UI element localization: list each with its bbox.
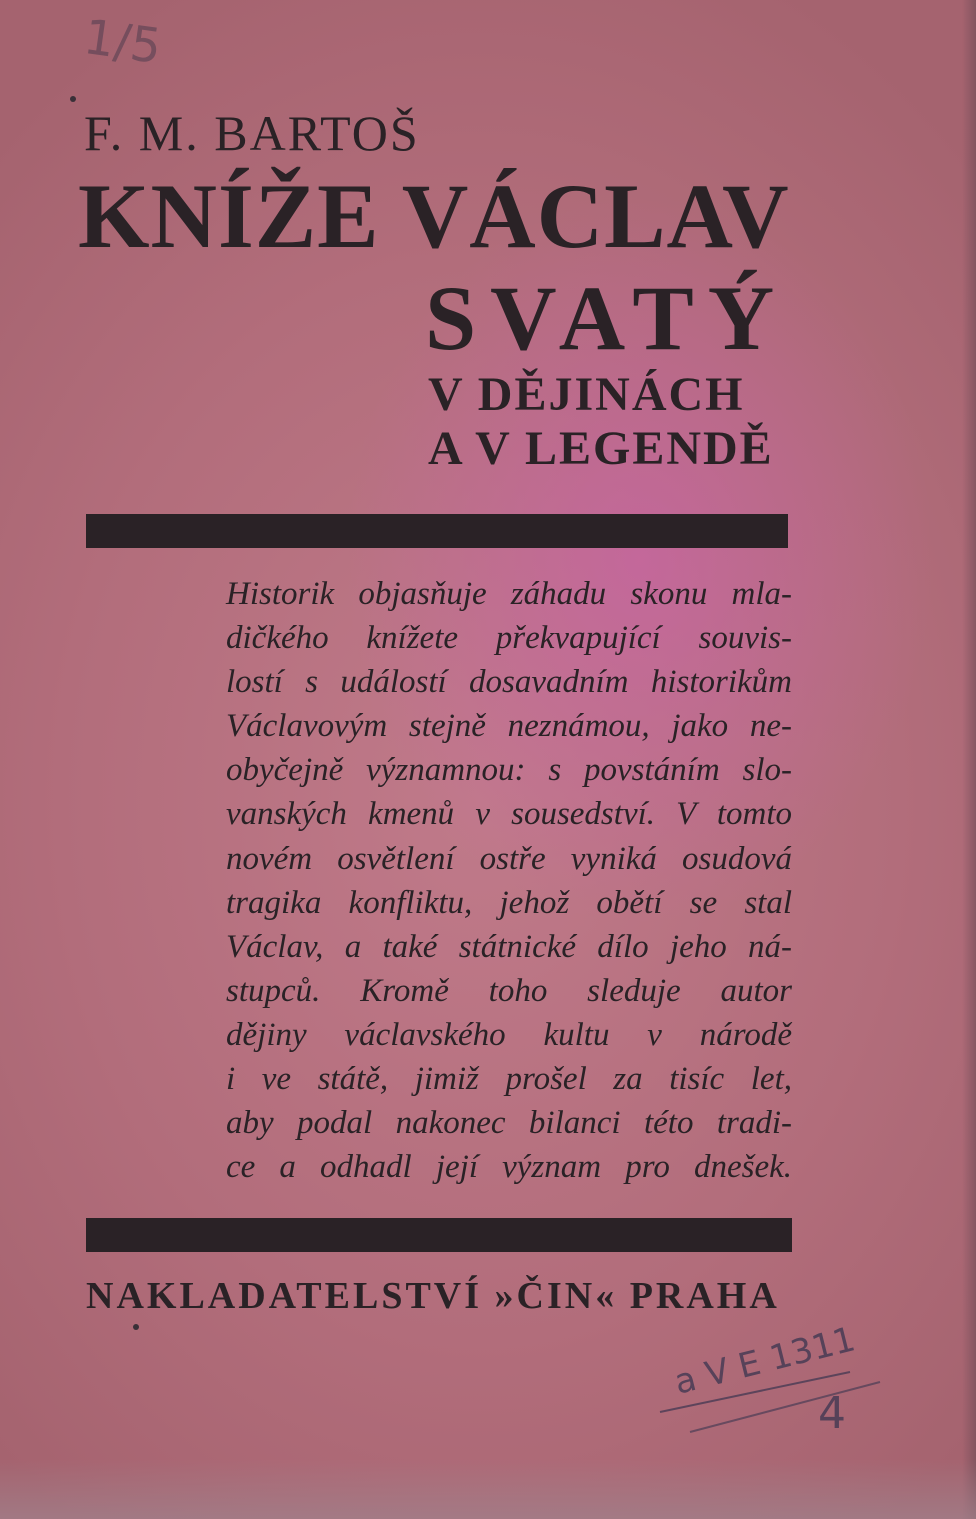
blurb-line: dičkého knížete překvapující souvis- bbox=[226, 620, 792, 657]
cover-edge-shadow bbox=[962, 0, 976, 1519]
blurb-line: obyčejně významnou: s povstáním slo- bbox=[226, 752, 792, 789]
bottom-divider-bar bbox=[86, 1218, 792, 1252]
handwritten-note-bottom: a V E 1311 bbox=[670, 1319, 860, 1403]
cover-edge-wear bbox=[0, 1459, 976, 1519]
blurb-line: dějiny václavského kultu v národě bbox=[226, 1016, 792, 1053]
subtitle-line-1: V DĚJINÁCH bbox=[428, 368, 745, 421]
handwritten-shelf-mark bbox=[650, 1312, 890, 1442]
blurb-line: ce a odhadl její význam pro dnešek. bbox=[226, 1149, 792, 1186]
blurb-line: stupců. Kromě toho sleduje autor bbox=[226, 972, 792, 1009]
title-line-1: KNÍŽE VÁCLAV bbox=[78, 165, 790, 267]
author-name: F. M. BARTOŠ bbox=[84, 105, 420, 161]
blurb-line: tragika konfliktu, jehož obětí se stal bbox=[226, 884, 792, 921]
blurb-text bbox=[226, 572, 792, 1189]
blurb-line: vanských kmenů v sousedství. V tomto bbox=[226, 796, 792, 833]
blurb-line: novém osvětlení ostře vyniká osudová bbox=[226, 840, 792, 877]
blurb-line: i ve státě, jimiž prošel za tisíc let, bbox=[226, 1061, 792, 1098]
blurb-line: Václavovým stejně neznámou, jako ne- bbox=[226, 708, 792, 745]
blurb-line: Václav, a také státnické dílo jeho ná- bbox=[226, 928, 792, 965]
blurb-line: lostí s událostí dosavadním historikům bbox=[226, 664, 792, 701]
subtitle-line-2: A V LEGENDĚ bbox=[428, 421, 774, 475]
handwritten-number: 4 bbox=[818, 1388, 846, 1439]
ink-speck bbox=[70, 96, 76, 102]
subtitle bbox=[428, 368, 774, 476]
handwritten-note-top: 1/5 bbox=[80, 8, 165, 76]
ink-speck bbox=[133, 1324, 139, 1330]
top-divider-bar bbox=[86, 514, 788, 548]
blurb-line: Historik objasňuje záhadu skonu mla- bbox=[226, 576, 792, 612]
publisher-line: NAKLADATELSTVÍ »ČIN« PRAHA bbox=[86, 1275, 780, 1317]
blurb-line: aby podal nakonec bilanci této tradi- bbox=[226, 1105, 792, 1142]
title-line-2: SVATÝ bbox=[425, 267, 789, 369]
